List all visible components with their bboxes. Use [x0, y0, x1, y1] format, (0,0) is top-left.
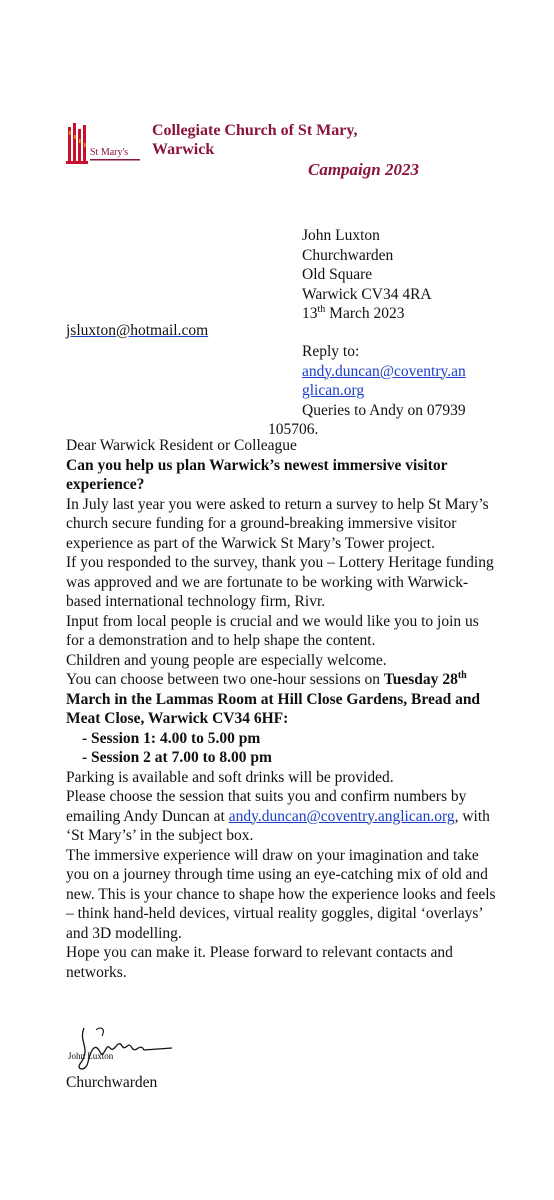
signature-title: Churchwarden: [66, 1074, 158, 1091]
logo-text: St Mary's: [90, 147, 129, 158]
paragraph-immersive: The immersive experience will draw on your imagination and take you on a journey through time using an eye-catching mix of old and new. This is your chance to shape how the experience looks and feels – think hand-held devices, virtual reality goggles, digital ‘overlays’ and 3D modelling.: [66, 846, 496, 942]
paragraph-sessions: You can choose between two one-hour sessions on Tuesday 28th March in the Lammas Room at Hill Close Gardens, Bread and Meat Close, Warwick CV34 6HF:: [66, 669, 481, 727]
paragraph-survey: In July last year you were asked to return a survey to help St Mary’s church secure funding for a ground-breaking immersive visitor experience as part of the Warwick St Mary’s Tower project.: [66, 495, 489, 552]
reply-block: [268, 342, 502, 440]
paragraph-funding: If you responded to the survey, thank you – Lottery Heritage funding was approved and we are fortunate to be working with Warwick-based international technology firm, Rivr.: [66, 554, 494, 610]
church-name-line2: Warwick: [152, 141, 215, 158]
reply-label: Reply to:: [302, 343, 360, 360]
handwritten-signature: [66, 1022, 186, 1074]
confirm-email-link[interactable]: andy.duncan@coventry.anglican.org: [228, 807, 455, 825]
sender-city: Warwick CV34 4RA: [302, 285, 432, 303]
queries-line1: Queries to Andy on 07939: [302, 401, 466, 419]
paragraph-input: Input from local people is crucial and we would like you to join us for a demonstration and to help shape the content.: [66, 612, 479, 649]
headline: Can you help us plan Warwick’s newest immersive visitor experience?: [66, 456, 448, 493]
campaign-title: Campaign 2023: [308, 160, 419, 179]
paragraph-parking: Parking is available and soft drinks will be provided.: [66, 768, 394, 786]
signature-name: John Luxton: [68, 1051, 114, 1061]
sender-name: John Luxton: [302, 227, 380, 244]
greeting: Dear Warwick Resident or Colleague: [66, 437, 297, 454]
letter-date: 13th March 2023: [302, 303, 405, 322]
sender-street: Old Square: [302, 266, 373, 283]
paragraph-closing: Hope you can make it. Please forward to relevant contacts and networks.: [66, 944, 453, 981]
church-name-line1: Collegiate Church of St Mary,: [152, 122, 358, 139]
paragraph-welcome: Children and young people are especially welcome.: [66, 651, 387, 669]
sender-role: Churchwarden: [302, 246, 394, 264]
session-list: [66, 729, 496, 768]
session-1: - Session 1: 4.00 to 5.00 pm: [82, 729, 261, 747]
letter-body: [66, 436, 496, 982]
session-2: - Session 2 at 7.00 to 8.00 pm: [82, 749, 272, 766]
st-marys-logo: [66, 121, 146, 169]
paragraph-confirm: Please choose the session that suits you and confirm numbers by emailing Andy Duncan at andy.duncan@coventry.anglican.org, with ‘St Mary’s’ in the subject box.: [66, 788, 490, 844]
reply-email-link[interactable]: andy.duncan@coventry.an glican.org: [302, 362, 466, 399]
church-name: [152, 121, 412, 159]
queries-line2: 105706.: [268, 421, 319, 438]
sender-address: [302, 226, 502, 324]
sender-email-link[interactable]: jsluxton@hotmail.com: [66, 322, 209, 339]
